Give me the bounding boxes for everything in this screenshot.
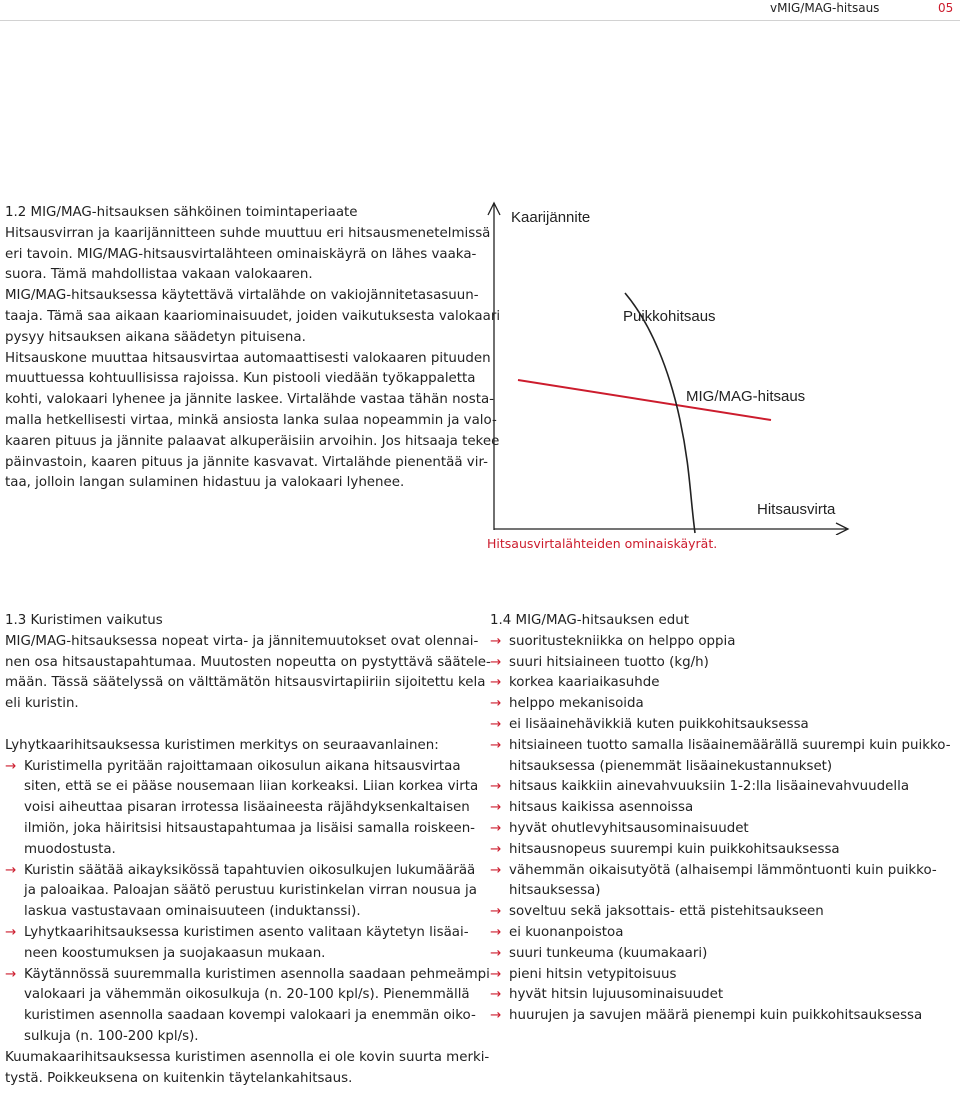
text-line: Hitsausvirran ja kaarijännitteen suhde muuttuu eri hitsausmenetelmissä [5,225,491,241]
list-item-text: soveltuu sekä jaksottais- että pistehitsaukseen [509,904,824,920]
section-title: 1.4 MIG/MAG-hitsauksen edut [490,613,689,628]
list-item-text: hitsausnopeus suurempi kuin puikkohitsauksessa [509,841,840,857]
list-item [490,840,951,861]
text-line: taa, jolloin langan sulaminen hidastuu ja valokaari lyhenee. [5,475,405,491]
arrow-bullet-icon: → [490,737,502,753]
list-item-text: muodostusta. [24,841,116,857]
list-item [490,715,951,736]
bullet-list [5,757,491,1048]
curve-label-mig: MIG/MAG-hitsaus [686,388,806,405]
arrow-bullet-icon: → [490,862,502,878]
list-item [5,861,491,923]
arrow-bullet-icon: → [490,1008,502,1024]
list-item-text: valokaari ja vähemmän oikosulkuja (n. 20-100 kpl/s). Pienemmällä [24,987,470,1003]
running-title: vMIG/MAG-hitsaus [770,1,880,15]
list-item [490,798,951,819]
list-item-text: pieni hitsin vetypitoisuus [509,966,677,982]
list-item [490,965,951,986]
list-item [490,985,951,1006]
list-item-text: suuri tunkeuma (kuumakaari) [509,945,708,961]
text-line: MIG/MAG-hitsauksessa käytettävä virtalähde on vakiojännitetasasuun- [5,288,479,304]
list-item [490,632,951,653]
list-item [5,965,491,1048]
section-intro [5,632,491,715]
arrow-bullet-icon: → [490,987,502,1003]
list-item-text: hitsauksessa) [509,883,601,899]
list-item [490,1006,951,1027]
list-item-text: hitsiaineen tuotto samalla lisäainemäärällä suurempi kuin puikko- [509,737,951,753]
arrow-bullet-icon: → [490,716,502,732]
list-item [5,757,491,861]
list-item [490,673,951,694]
text-line: kohti, valokaari lyhenee ja jännite laskee. Virtalähde vastaa tähän nosta- [5,392,495,408]
arrow-bullet-icon: → [490,966,502,982]
list-item-text: vähemmän oikaisutyötä (alhaisempi lämmöntuonti kuin puikko- [509,862,937,878]
arrow-bullet-icon: → [490,800,502,816]
list-item-text: neen koostumuksen ja suojakaasun mukaan. [24,945,326,961]
list-item-text: hyvät ohutlevyhitsausominaisuudet [509,820,749,836]
arrow-bullet-icon: → [490,654,502,670]
list-item-text: korkea kaariaikasuhde [509,675,660,691]
text-line: suora. Tämä mahdollistaa vakaan valokaaren. [5,267,313,283]
list-item-text: laskua vastustavaan ominaisuuteen (induktanssi). [24,904,361,920]
section-1-4 [490,611,951,1027]
arrow-bullet-icon: → [490,779,502,795]
list-item-text: helppo mekanisoida [509,696,644,712]
text-line: Kuumakaarihitsauksessa kuristimen asennolla ei ole kovin suurta merki- [5,1049,490,1065]
arrow-bullet-icon: → [5,862,17,878]
list-item [490,694,951,715]
list-item [490,653,951,674]
text-line: pysyy hitsauksen aikana säädetyn pituisena. [5,329,306,345]
text-line: tystä. Poikkeuksena on kuitenkin täytelankahitsaus. [5,1070,353,1086]
text-line: eli kuristin. [5,696,79,712]
section-1-3 [5,611,491,1089]
stick-welding-curve [625,293,695,533]
list-item [490,944,951,965]
list-item-text: Lyhytkaarihitsauksessa kuristimen asento valitaan käytetyn lisäai- [24,924,469,940]
list-item-text: ilmiön, joka häiritsisi hitsaustapahtumaa ja lisäisi samalla roiskeen- [24,820,476,836]
paragraph-gap [5,715,491,736]
page-header [0,0,960,20]
x-axis-label: Hitsausvirta [757,501,836,518]
text-line: muuttuessa kohtuullisissa rajoissa. Kun pistooli viedään työkappaletta [5,371,476,387]
arrow-bullet-icon: → [490,696,502,712]
arrow-bullet-icon: → [490,820,502,836]
page-number: 05 [938,1,954,15]
text-line: nen osa hitsaustapahtumaa. Muutosten nopeutta on pystyttävä säätele- [5,654,491,670]
section-1-2 [5,203,500,494]
list-item-text: voisi aiheuttaa pisaran irrotessa lisäaineesta räjähdyksenkaltaisen [24,800,470,816]
list-item-text: sulkuja (n. 100-200 kpl/s). [24,1028,199,1044]
list-item-text: ei lisäainehävikkiä kuten puikkohitsauksessa [509,716,809,732]
arrow-bullet-icon: → [490,924,502,940]
list-item-text: Kuristin säätää aikayksikössä tapahtuvien oikosulkujen lukumäärää [24,862,476,878]
text-line: MIG/MAG-hitsauksessa nopeat virta- ja jännitemuutokset ovat olennai- [5,633,479,649]
arrow-bullet-icon: → [490,675,502,691]
arrow-bullet-icon: → [5,966,17,982]
header-rule [0,20,960,21]
arrow-bullet-icon: → [5,758,17,774]
list-item-text: Käytännössä suuremmalla kuristimen asennolla saadaan pehmeämpi [24,966,490,982]
text-line: kaaren pituus ja jännite palaavat alkuperäisiin arvoihin. Jos hitsaaja tekee [5,433,500,449]
arrow-bullet-icon: → [5,924,17,940]
arrow-bullet-icon: → [490,841,502,857]
section-body [5,224,500,494]
list-item-text: Kuristimella pyritään rajoittamaan oikosulun aikana hitsausvirtaa [24,758,461,774]
text-line: malla hetkellisesti virtaa, minkä ansiosta lanka sulaa nopeammin ja valo- [5,412,497,428]
list-item-text: siten, että se ei pääse nousemaan liian korkeaksi. Liian korkea virta [24,779,479,795]
text-line: taaja. Tämä saa aikaan kaariominaisuudet, joiden vaikutuksesta valokaari [5,308,501,324]
list-item-text: suoritustekniikka on helppo oppia [509,633,736,649]
diagram-caption: Hitsausvirtalähteiden ominaiskäyrät. [487,536,718,551]
section-title: 1.2 MIG/MAG-hitsauksen sähköinen toimintaperiaate [5,205,358,220]
list-item [490,777,951,798]
list-item-text: hitsaus kaikkiin ainevahvuuksiin 1-2:lla lisäainevahvuudella [509,779,910,795]
section-title: 1.3 Kuristimen vaikutus [5,613,163,628]
text-line: eri tavoin. MIG/MAG-hitsausvirtalähteen ominaiskäyrä on lähes vaaka- [5,246,477,262]
characteristic-curves-diagram [480,195,850,535]
list-item-text: hitsauksessa (pienemmät lisäainekustannukset) [509,758,833,774]
list-item [5,923,491,965]
text-line: Hitsauskone muuttaa hitsausvirtaa automaattisesti valokaaren pituuden [5,350,491,366]
list-item [490,819,951,840]
list-item [490,861,951,903]
list-item-text: ei kuonanpoistoa [509,924,624,940]
list-item-text: hyvät hitsin lujuusominaisuudet [509,987,724,1003]
list-item-text: kuristimen asennolla saadaan kovempi valokaari ja enemmän oiko- [24,1008,476,1024]
list-item [490,923,951,944]
list-intro: Lyhytkaarihitsauksessa kuristimen merkitys on seuraavanlainen: [5,737,439,753]
text-line: päinvastoin, kaaren pituus ja jännite kasvavat. Virtalähde pienentää vir- [5,454,488,470]
list-item [490,902,951,923]
bullet-list [490,632,951,1027]
arrow-bullet-icon: → [490,945,502,961]
curve-label-stick: Puikkohitsaus [623,308,716,325]
section-outro [5,1048,491,1090]
arrow-bullet-icon: → [490,904,502,920]
y-axis-label: Kaarijännite [511,209,591,226]
arrow-bullet-icon: → [490,633,502,649]
list-item-text: huurujen ja savujen määrä pienempi kuin puikkohitsauksessa [509,1008,923,1024]
text-line: mään. Tässä säätelyssä on välttämätön hitsausvirtapiiriin sijoitettu kela [5,675,486,691]
list-item [490,736,951,778]
list-item-text: hitsaus kaikissa asennoissa [509,800,694,816]
list-item-text: suuri hitsiaineen tuotto (kg/h) [509,654,709,670]
list-item-text: ja paloaikaa. Paloajan säätö perustuu kuristinkelan virran nousua ja [24,883,477,899]
